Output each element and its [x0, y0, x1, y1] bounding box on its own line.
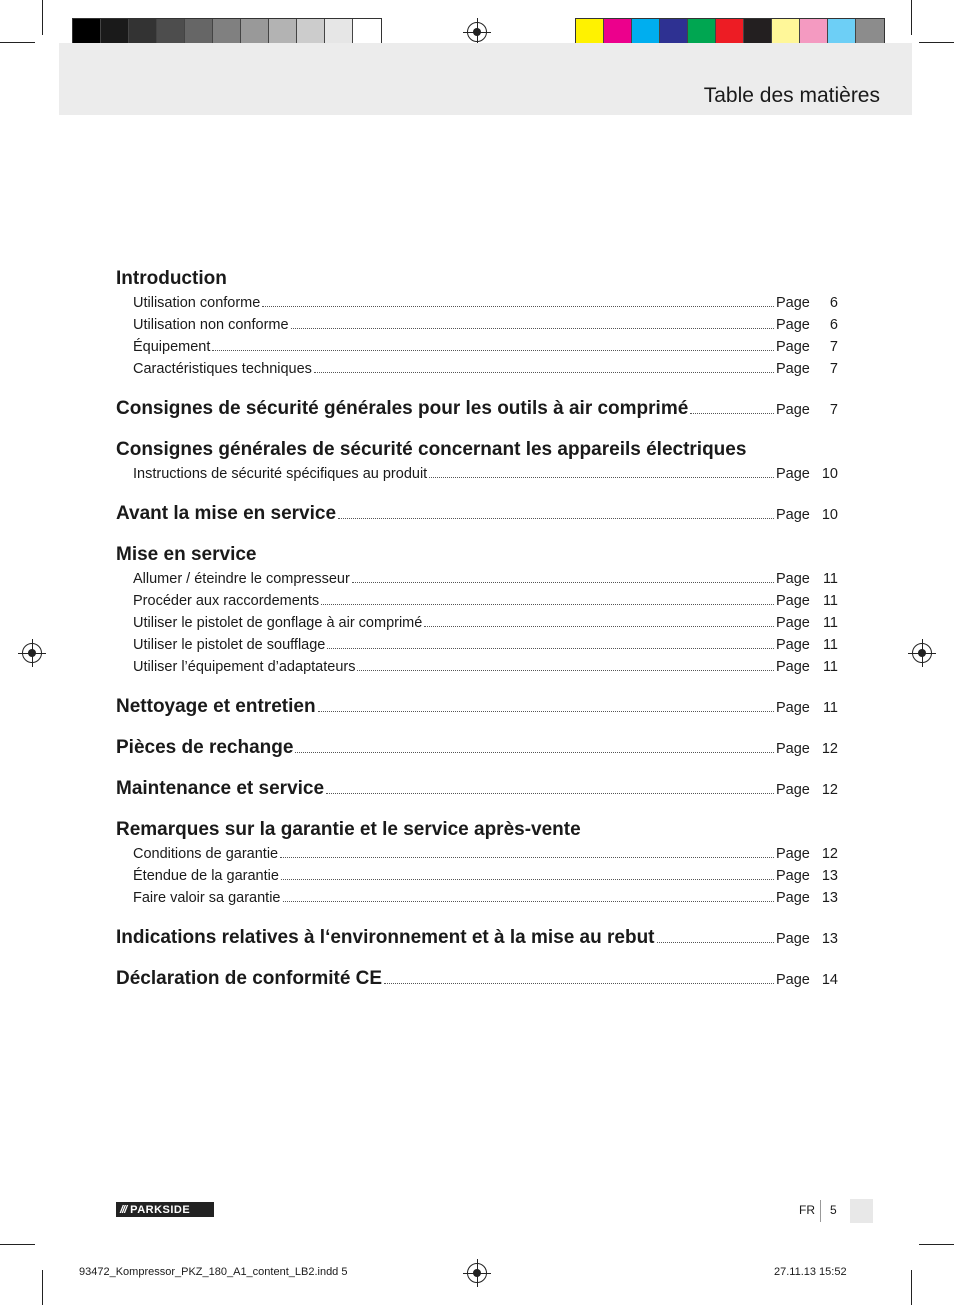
- registration-mark-icon: [22, 643, 42, 663]
- section-title: Introduction: [116, 268, 227, 289]
- toc-section: [116, 503, 838, 526]
- page-word: Page: [776, 466, 810, 482]
- toc-entry: [116, 336, 838, 358]
- page-number-ref: 12: [821, 741, 838, 757]
- toc-entry: [116, 843, 838, 865]
- page-number-ref: 11: [822, 615, 838, 631]
- page-word: Page: [776, 507, 810, 523]
- page-reference: [776, 504, 838, 526]
- toc-entry-list: [116, 463, 838, 485]
- page-number-ref: 12: [821, 782, 838, 798]
- page-word: Page: [776, 782, 810, 798]
- dot-leader: [657, 942, 774, 943]
- toc-section: [116, 268, 838, 380]
- dot-leader: [318, 711, 774, 712]
- color-swatch: [716, 19, 744, 46]
- toc-section: [116, 778, 838, 801]
- toc-entry: [116, 634, 838, 656]
- page-word: Page: [776, 931, 810, 947]
- page-word: Page: [776, 295, 810, 311]
- entry-label: Allumer / éteindre le compresseur: [133, 571, 350, 587]
- registration-mark-icon: [467, 1263, 487, 1283]
- brand-logo-mark: ///: [120, 1203, 127, 1216]
- toc-section: [116, 696, 838, 719]
- slug-filename: 93472_Kompressor_PKZ_180_A1_content_LB2.indd 5: [79, 1266, 348, 1278]
- page-word: Page: [776, 700, 810, 716]
- dot-leader: [283, 901, 775, 902]
- toc-section: [116, 737, 838, 760]
- toc-section-heading: [116, 503, 838, 526]
- page-reference: [776, 634, 838, 656]
- color-swatch: [856, 19, 884, 46]
- crop-mark: [42, 0, 43, 35]
- brand-logo-text: PARKSIDE: [130, 1203, 191, 1216]
- page-number-ref: 6: [829, 317, 838, 333]
- page-reference: [776, 843, 838, 865]
- page-word: Page: [776, 846, 810, 862]
- color-swatch: [269, 19, 297, 46]
- language-code: FR: [799, 1203, 815, 1217]
- color-swatch: [353, 19, 381, 46]
- crop-mark: [0, 42, 35, 43]
- toc-section: [116, 819, 838, 909]
- toc-entry-list: [116, 843, 838, 909]
- crop-mark: [919, 42, 954, 43]
- page-number-ref: 11: [822, 593, 838, 609]
- entry-label: Caractéristiques techniques: [133, 361, 312, 377]
- page-number-ref: 11: [822, 571, 838, 587]
- dot-leader: [338, 518, 774, 519]
- page-reference: [776, 399, 838, 421]
- section-title: Avant la mise en service: [116, 503, 337, 524]
- page-reference: [776, 969, 838, 991]
- registration-mark-icon: [912, 643, 932, 663]
- page-reference: [776, 887, 838, 909]
- color-swatch: [101, 19, 129, 46]
- section-title: Nettoyage et entretien: [116, 696, 316, 717]
- page-reference: [776, 463, 838, 485]
- toc-entry: [116, 314, 838, 336]
- page-number-ref: 7: [829, 361, 838, 377]
- dot-leader: [212, 350, 774, 351]
- footer-divider: [820, 1200, 821, 1222]
- dot-leader: [384, 983, 774, 984]
- toc-section-heading: [116, 696, 838, 719]
- page-word: Page: [776, 317, 810, 333]
- crop-mark: [911, 0, 912, 35]
- dot-leader: [327, 648, 774, 649]
- dot-leader: [429, 477, 774, 478]
- toc-entry: [116, 463, 838, 485]
- section-title: Consignes générales de sécurité concernant les appareils électriques: [116, 439, 747, 460]
- page-word: Page: [776, 615, 810, 631]
- color-swatch: [772, 19, 800, 46]
- page-reference: [776, 292, 838, 314]
- color-swatch: [576, 19, 604, 46]
- dot-leader: [314, 372, 774, 373]
- page-number-ref: 11: [822, 700, 838, 716]
- dot-leader: [424, 626, 774, 627]
- page-number-ref: 13: [821, 931, 838, 947]
- page-number-ref: 11: [822, 637, 838, 653]
- color-swatch: [213, 19, 241, 46]
- entry-label: Utiliser l’équipement d’adaptateurs: [133, 659, 356, 675]
- page-word: Page: [776, 637, 810, 653]
- toc-section-heading: [116, 778, 838, 801]
- toc-entry: [116, 656, 838, 678]
- page-number-ref: 7: [829, 339, 838, 355]
- toc-entry: [116, 292, 838, 314]
- toc-section: [116, 439, 838, 485]
- page-title: Table des matières: [703, 84, 880, 107]
- page-reference: [776, 314, 838, 336]
- toc-entry: [116, 568, 838, 590]
- entry-label: Utiliser le pistolet de soufflage: [133, 637, 326, 653]
- color-swatch: [325, 19, 353, 46]
- toc-section: [116, 927, 838, 950]
- color-swatch: [688, 19, 716, 46]
- page-reference: [776, 779, 838, 801]
- color-swatch: [241, 19, 269, 46]
- section-title: Consignes de sécurité générales pour les outils à air comprimé: [116, 398, 689, 419]
- section-title: Indications relatives à l‘environnement et à la mise au rebut: [116, 927, 655, 948]
- toc-entry: [116, 612, 838, 634]
- color-swatch: [660, 19, 688, 46]
- page-number-ref: 11: [822, 659, 838, 675]
- page-reference: [776, 865, 838, 887]
- toc-entry-list: [116, 292, 838, 380]
- page-word: Page: [776, 868, 810, 884]
- entry-label: Équipement: [133, 339, 211, 355]
- page-number-ref: 12: [821, 846, 838, 862]
- page-reference: [776, 612, 838, 634]
- dot-leader: [321, 604, 774, 605]
- page-word: Page: [776, 741, 810, 757]
- page-number-ref: 6: [829, 295, 838, 311]
- entry-label: Faire valoir sa garantie: [133, 890, 281, 906]
- toc-entry: [116, 887, 838, 909]
- dot-leader: [357, 670, 774, 671]
- toc-entry: [116, 358, 838, 380]
- dot-leader: [291, 328, 774, 329]
- page-word: Page: [776, 571, 810, 587]
- page-word: Page: [776, 659, 810, 675]
- toc-entry: [116, 590, 838, 612]
- color-swatch: [632, 19, 660, 46]
- slug-date: 27.11.13 15:52: [774, 1266, 847, 1278]
- toc-section-heading: [116, 968, 838, 991]
- dot-leader: [352, 582, 774, 583]
- registration-mark-icon: [467, 22, 487, 42]
- entry-label: Conditions de garantie: [133, 846, 279, 862]
- page-reference: [776, 568, 838, 590]
- section-title: Maintenance et service: [116, 778, 325, 799]
- page-reference: [776, 738, 838, 760]
- page-number-ref: 13: [821, 890, 838, 906]
- page-reference: [776, 358, 838, 380]
- crop-mark: [0, 1244, 35, 1245]
- page-word: Page: [776, 593, 810, 609]
- page-reference: [776, 656, 838, 678]
- toc-section-heading: [116, 737, 838, 760]
- toc-section-heading: [116, 927, 838, 950]
- toc-entry-list: [116, 568, 838, 678]
- color-swatch: [129, 19, 157, 46]
- page-reference: [776, 336, 838, 358]
- page-word: Page: [776, 972, 810, 988]
- page-reference: [776, 590, 838, 612]
- crop-mark: [42, 1270, 43, 1305]
- color-swatch: [828, 19, 856, 46]
- section-title: Pièces de rechange: [116, 737, 294, 758]
- color-swatch: [185, 19, 213, 46]
- entry-label: Instructions de sécurité spécifiques au produit: [133, 466, 428, 482]
- color-swatch: [800, 19, 828, 46]
- dot-leader: [295, 752, 774, 753]
- color-swatch: [604, 19, 632, 46]
- toc-entry: [116, 865, 838, 887]
- page-word: Page: [776, 339, 810, 355]
- color-swatch: [73, 19, 101, 46]
- page-word: Page: [776, 361, 810, 377]
- table-of-contents: [116, 268, 838, 1009]
- entry-label: Étendue de la garantie: [133, 868, 279, 884]
- page-reference: [776, 928, 838, 950]
- page-number-ref: 10: [821, 507, 838, 523]
- dot-leader: [281, 879, 774, 880]
- toc-section: [116, 968, 838, 991]
- brand-logo: [116, 1202, 214, 1217]
- dot-leader: [262, 306, 774, 307]
- page-word: Page: [776, 402, 810, 418]
- page-tab: [850, 1199, 873, 1223]
- page-reference: [776, 697, 838, 719]
- crop-mark: [911, 1270, 912, 1305]
- page-number-ref: 14: [821, 972, 838, 988]
- section-title: Mise en service: [116, 544, 257, 565]
- page-word: Page: [776, 890, 810, 906]
- color-swatch: [157, 19, 185, 46]
- page-number: 5: [830, 1203, 837, 1217]
- section-title: Déclaration de conformité CE: [116, 968, 383, 989]
- entry-label: Utilisation conforme: [133, 295, 261, 311]
- toc-section: [116, 544, 838, 678]
- crop-mark: [919, 1244, 954, 1245]
- section-title: Remarques sur la garantie et le service après-vente: [116, 819, 581, 840]
- dot-leader: [280, 857, 774, 858]
- page-number-ref: 7: [829, 402, 838, 418]
- dot-leader: [326, 793, 774, 794]
- dot-leader: [690, 413, 774, 414]
- color-swatch: [297, 19, 325, 46]
- entry-label: Procéder aux raccordements: [133, 593, 320, 609]
- toc-section-heading: [116, 398, 838, 421]
- toc-section: [116, 398, 838, 421]
- entry-label: Utilisation non conforme: [133, 317, 289, 333]
- color-swatch: [744, 19, 772, 46]
- entry-label: Utiliser le pistolet de gonflage à air comprimé: [133, 615, 423, 631]
- page-number-ref: 13: [821, 868, 838, 884]
- page-number-ref: 10: [821, 466, 838, 482]
